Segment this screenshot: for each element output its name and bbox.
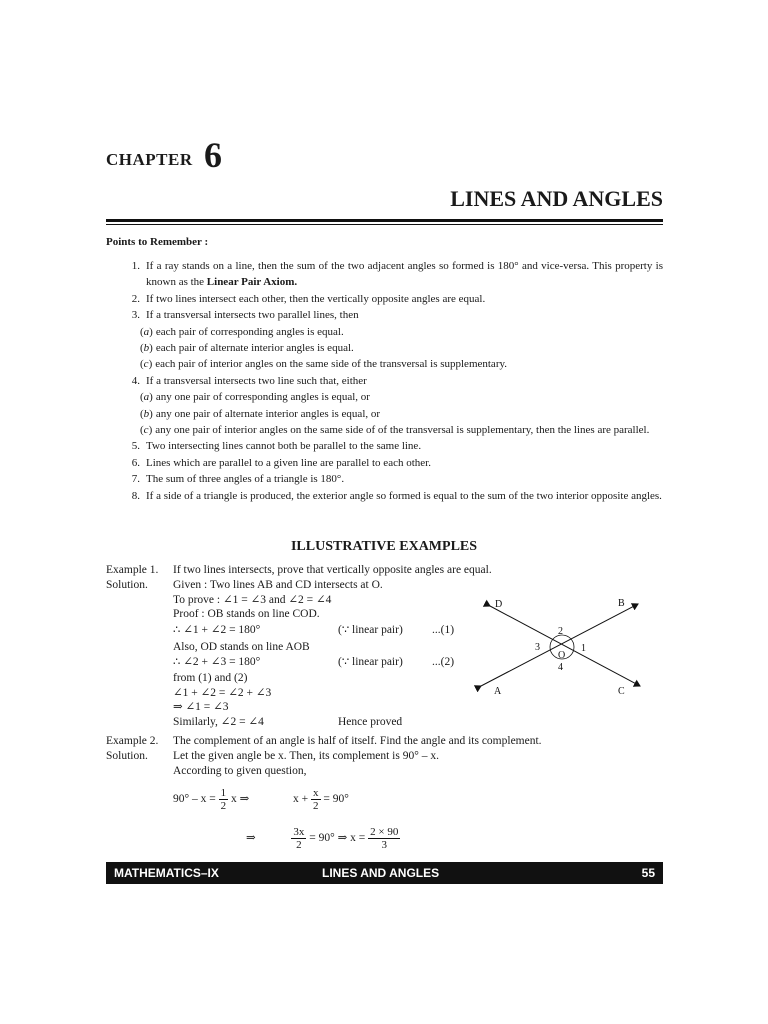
example1-solution-label: Solution. [106, 579, 148, 591]
points-heading: Points to Remember : [106, 236, 209, 248]
title-rule-thin [106, 224, 663, 225]
example1-step4: ⇒ ∠1 = ∠3 [173, 701, 229, 713]
list-item: 4. If a transversal intersects two line such that, either [131, 374, 367, 387]
list-item: 8. If a side of a triangle is produced, the exterior angle so formed is equal to the sum of the two interior opposite angles. [131, 489, 662, 502]
sub-item: (a) any one pair of corresponding angles is equal, or [140, 391, 370, 404]
example1-similarly: Similarly, ∠2 = ∠4 [173, 716, 264, 728]
list-item: 2. If two lines intersect each other, then the vertically opposite angles are equal. [131, 292, 486, 305]
equation-3: ⇒ $\frac{3x}{2}$ = 90° ⇒ x = $\frac{2 \times 90}{3}$ [246, 826, 399, 851]
example2-label: Example 2. [106, 735, 159, 747]
chapter-label: CHAPTER [106, 150, 193, 169]
example2-line1: Let the given angle be x. Then, its complement is 90° – x. [173, 750, 439, 762]
title-rule-thick [106, 219, 663, 222]
sub-item: (a) each pair of corresponding angles is equal. [140, 325, 344, 338]
angle-4-label: 4 [558, 662, 563, 673]
footer-chapter-title: LINES AND ANGLES [322, 866, 440, 880]
example2-solution-label: Solution. [106, 750, 148, 762]
fraction: $\frac{1}{2}$ [220, 787, 227, 812]
example1-step3: ∠1 + ∠2 = ∠2 + ∠3 [173, 687, 272, 699]
fraction: $\frac{2 \times 90}{3}$ [370, 826, 399, 851]
fraction: $\frac{x}{2}$ [313, 787, 319, 812]
chapter-title: LINES AND ANGLES [450, 186, 663, 211]
example1-reason2: (∵ linear pair) [338, 656, 403, 668]
sub-item: (b) any one pair of alternate interior angles is equal, or [140, 407, 381, 420]
points-list [106, 258, 663, 504]
example1-given: Given : Two lines AB and CD intersects at O. [173, 579, 383, 591]
angle-2-label: 2 [558, 626, 563, 637]
example1-ref2: ...(2) [432, 656, 455, 668]
angle-1-label: 1 [581, 643, 586, 654]
example2-line2: According to given question, [173, 765, 307, 777]
equation-1: 90° – x = $\frac{1}{2}$ x ⇒ [173, 787, 250, 812]
example1-hence: Hence proved [338, 716, 403, 728]
point-a-label: A [494, 686, 502, 697]
sub-item: (c) any one pair of interior angles on the same side of of the transversal is supplementary, then the lines are parallel. [140, 424, 650, 437]
example1-step2: ∴ ∠2 + ∠3 = 180° [173, 656, 261, 668]
list-item: 7. The sum of three angles of a triangle is 180°. [131, 473, 345, 486]
point-o-label: O [558, 650, 566, 661]
page-number: 55 [641, 866, 655, 880]
example1-from: from (1) and (2) [173, 672, 248, 684]
illustrative-heading: ILLUSTRATIVE EXAMPLES [290, 539, 478, 554]
example1-step1: ∴ ∠1 + ∠2 = 180° [173, 624, 261, 636]
point-c-label: C [618, 686, 625, 697]
line-cd [490, 606, 640, 686]
list-item: 1. If a ray stands on a line, then the sum of the two adjacent angles so formed is 180° and vice-versa. This property is known as the Linear Pair Axiom. [131, 260, 663, 289]
example1-proof: Proof : OB stands on line COD. [173, 608, 320, 620]
equation-2: x + $\frac{x}{2}$ = 90° [293, 787, 349, 812]
line-ab [481, 604, 638, 686]
list-item: 5. Two intersecting lines cannot both be parallel to the same line. [131, 440, 422, 453]
list-item: 3. If a transversal intersects two parallel lines, then [131, 309, 359, 322]
example1-to-prove: To prove : ∠1 = ∠3 and ∠2 = ∠4 [173, 594, 332, 606]
fraction: $\frac{3x}{2}$ [293, 826, 305, 851]
chapter-number: 6 [204, 135, 222, 175]
footer-book-title: MATHEMATICS–IX [114, 866, 219, 880]
point-d-label: D [495, 599, 503, 610]
sub-item: (c) each pair of interior angles on the same side of the transversal is supplementary. [140, 358, 508, 371]
example2-question: The complement of an angle is half of itself. Find the angle and its complement. [173, 735, 542, 747]
example1-ref1: ...(1) [432, 624, 455, 636]
sub-item: (b) each pair of alternate interior angles is equal. [140, 342, 354, 355]
intersecting-lines-diagram [470, 594, 660, 700]
list-item: 6. Lines which are parallel to a given line are parallel to each other. [131, 456, 431, 469]
page-footer [106, 862, 663, 884]
example1-label: Example 1. [106, 564, 159, 576]
example1-reason1: (∵ linear pair) [338, 624, 403, 636]
angle-3-label: 3 [535, 642, 540, 653]
point-b-label: B [618, 598, 625, 609]
example1-question: If two lines intersects, prove that vertically opposite angles are equal. [173, 564, 492, 576]
example1-also: Also, OD stands on line AOB [173, 641, 310, 653]
